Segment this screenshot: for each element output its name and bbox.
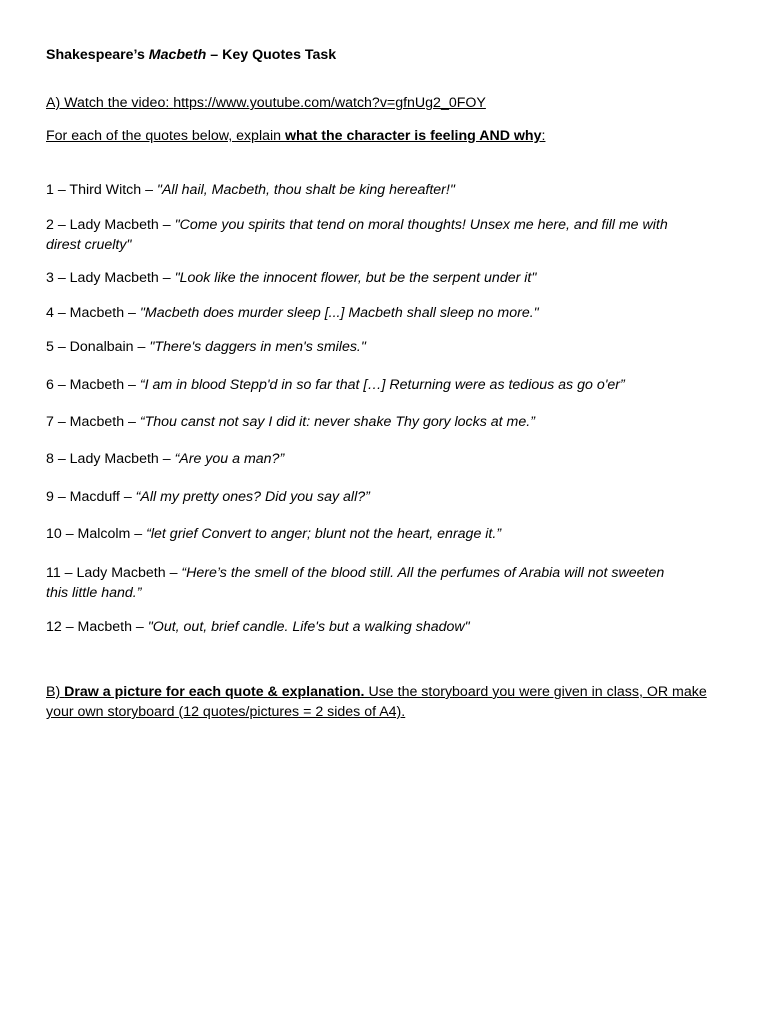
section-a-line bbox=[46, 93, 706, 113]
quote-text: “let grief Convert to anger; blunt not the heart, enrage it.” bbox=[146, 526, 502, 542]
instruction-prefix: For each of the quotes below, explain bbox=[46, 128, 285, 144]
page-title bbox=[46, 45, 706, 65]
quote-item bbox=[46, 215, 686, 255]
quote-item bbox=[46, 449, 706, 469]
quote-speaker: 11 – Lady Macbeth – bbox=[46, 565, 182, 581]
quote-item bbox=[46, 375, 706, 395]
quote-text: "All hail, Macbeth, thou shalt be king hereafter!" bbox=[156, 182, 455, 198]
quote-speaker: 7 – Macbeth – bbox=[46, 414, 140, 430]
quote-speaker: 9 – Macduff – bbox=[46, 489, 136, 505]
quote-item bbox=[46, 412, 706, 432]
title-prefix: Shakespeare’s bbox=[46, 47, 149, 63]
quote-text: “Thou canst not say I did it: never shake Thy gory locks at me.” bbox=[139, 414, 535, 430]
instruction-suffix: : bbox=[541, 128, 546, 144]
quote-item bbox=[46, 487, 706, 507]
quote-speaker: 5 – Donalbain – bbox=[46, 339, 150, 355]
quote-speaker: 3 – Lady Macbeth – bbox=[46, 270, 175, 286]
instruction-line bbox=[46, 126, 706, 146]
quote-text: “Are you a man?” bbox=[174, 451, 285, 467]
instruction-emphasis: what the character is feeling AND why bbox=[284, 128, 542, 144]
quote-speaker: 10 – Malcolm – bbox=[46, 526, 147, 542]
section-b-label: B) bbox=[46, 684, 65, 700]
quote-text: “I am in blood Stepp'd in so far that […] Returning were as tedious as go o'er” bbox=[139, 377, 625, 393]
quote-item bbox=[46, 337, 706, 357]
quote-item bbox=[46, 617, 706, 637]
quote-text: “Here’s the smell of the blood still. All the perfumes of Arabia will not sweeten this little hand.” bbox=[46, 565, 665, 601]
section-b-emphasis: Draw a picture for each quote & explanation. bbox=[64, 684, 365, 700]
title-suffix: – Key Quotes Task bbox=[206, 47, 337, 63]
section-b-text: Use the storyboard you were given in class, OR make your own storyboard (12 quotes/pictures = 2 sides of A4). bbox=[46, 684, 707, 720]
video-link[interactable]: https://www.youtube.com/watch?v=gfnUg2_0FOY bbox=[173, 95, 486, 111]
quote-text: "Macbeth does murder sleep [...] Macbeth shall sleep no more." bbox=[139, 305, 539, 321]
section-a-label: A) Watch the video: bbox=[46, 95, 174, 111]
quote-text: "There's daggers in men's smiles." bbox=[149, 339, 366, 355]
quote-item bbox=[46, 180, 706, 200]
quote-item bbox=[46, 268, 706, 288]
quote-speaker: 1 – Third Witch – bbox=[46, 182, 157, 198]
quote-text: "Come you spirits that tend on moral thoughts! Unsex me here, and fill me with direst cruelty" bbox=[46, 217, 668, 253]
quote-text: "Look like the innocent flower, but be the serpent under it" bbox=[174, 270, 537, 286]
quote-speaker: 6 – Macbeth – bbox=[46, 377, 140, 393]
quote-item bbox=[46, 303, 706, 323]
title-play-name: Macbeth bbox=[148, 47, 207, 63]
quote-text: “All my pretty ones? Did you say all?” bbox=[135, 489, 370, 505]
section-b-paragraph bbox=[46, 682, 711, 722]
quote-speaker: 4 – Macbeth – bbox=[46, 305, 140, 321]
quote-speaker: 8 – Lady Macbeth – bbox=[46, 451, 175, 467]
quote-speaker: 2 – Lady Macbeth – bbox=[46, 217, 175, 233]
quote-speaker: 12 – Macbeth – bbox=[46, 619, 148, 635]
quote-text: "Out, out, brief candle. Life's but a walking shadow" bbox=[147, 619, 470, 635]
quote-item bbox=[46, 524, 706, 544]
quote-item bbox=[46, 563, 686, 603]
